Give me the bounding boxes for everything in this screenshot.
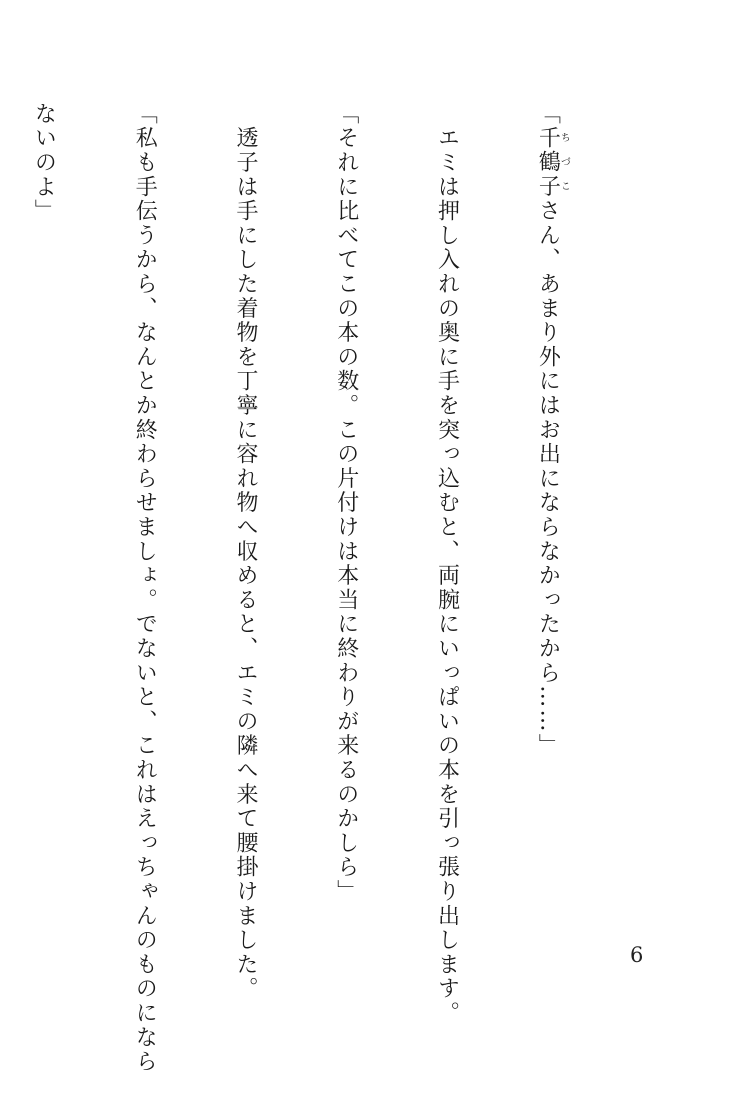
text-line-3: 「それに比べてこの本の数。この片付けは本当に終わりが来るのかしら」 <box>333 102 359 904</box>
furigana-reading: ちづこ <box>558 126 570 200</box>
text-line-5: 「私も手伝うから、なんとか終わらせましょ。でないと、これはえっちゃんのものになら <box>132 102 158 1074</box>
furigana-name: 千鶴子ちづこ <box>535 126 570 200</box>
vertical-text-body <box>31 102 636 1074</box>
page-number: 6 <box>630 943 644 967</box>
text-line-4: 透子は手にした着物を丁寧に容れ物へ収めると、エミの隣へ来て腰掛けました。 <box>232 102 258 1002</box>
text-line-1: 「千鶴子ちづこさん、あまり外にはお出にならなかったから……」 <box>535 102 570 759</box>
text-line-2: エミは押し入れの奥に手を突っ込むと、両腕にいっぱいの本を引っ張り出します。 <box>434 102 460 1026</box>
text-line-6: ないのよ」 <box>31 102 57 224</box>
